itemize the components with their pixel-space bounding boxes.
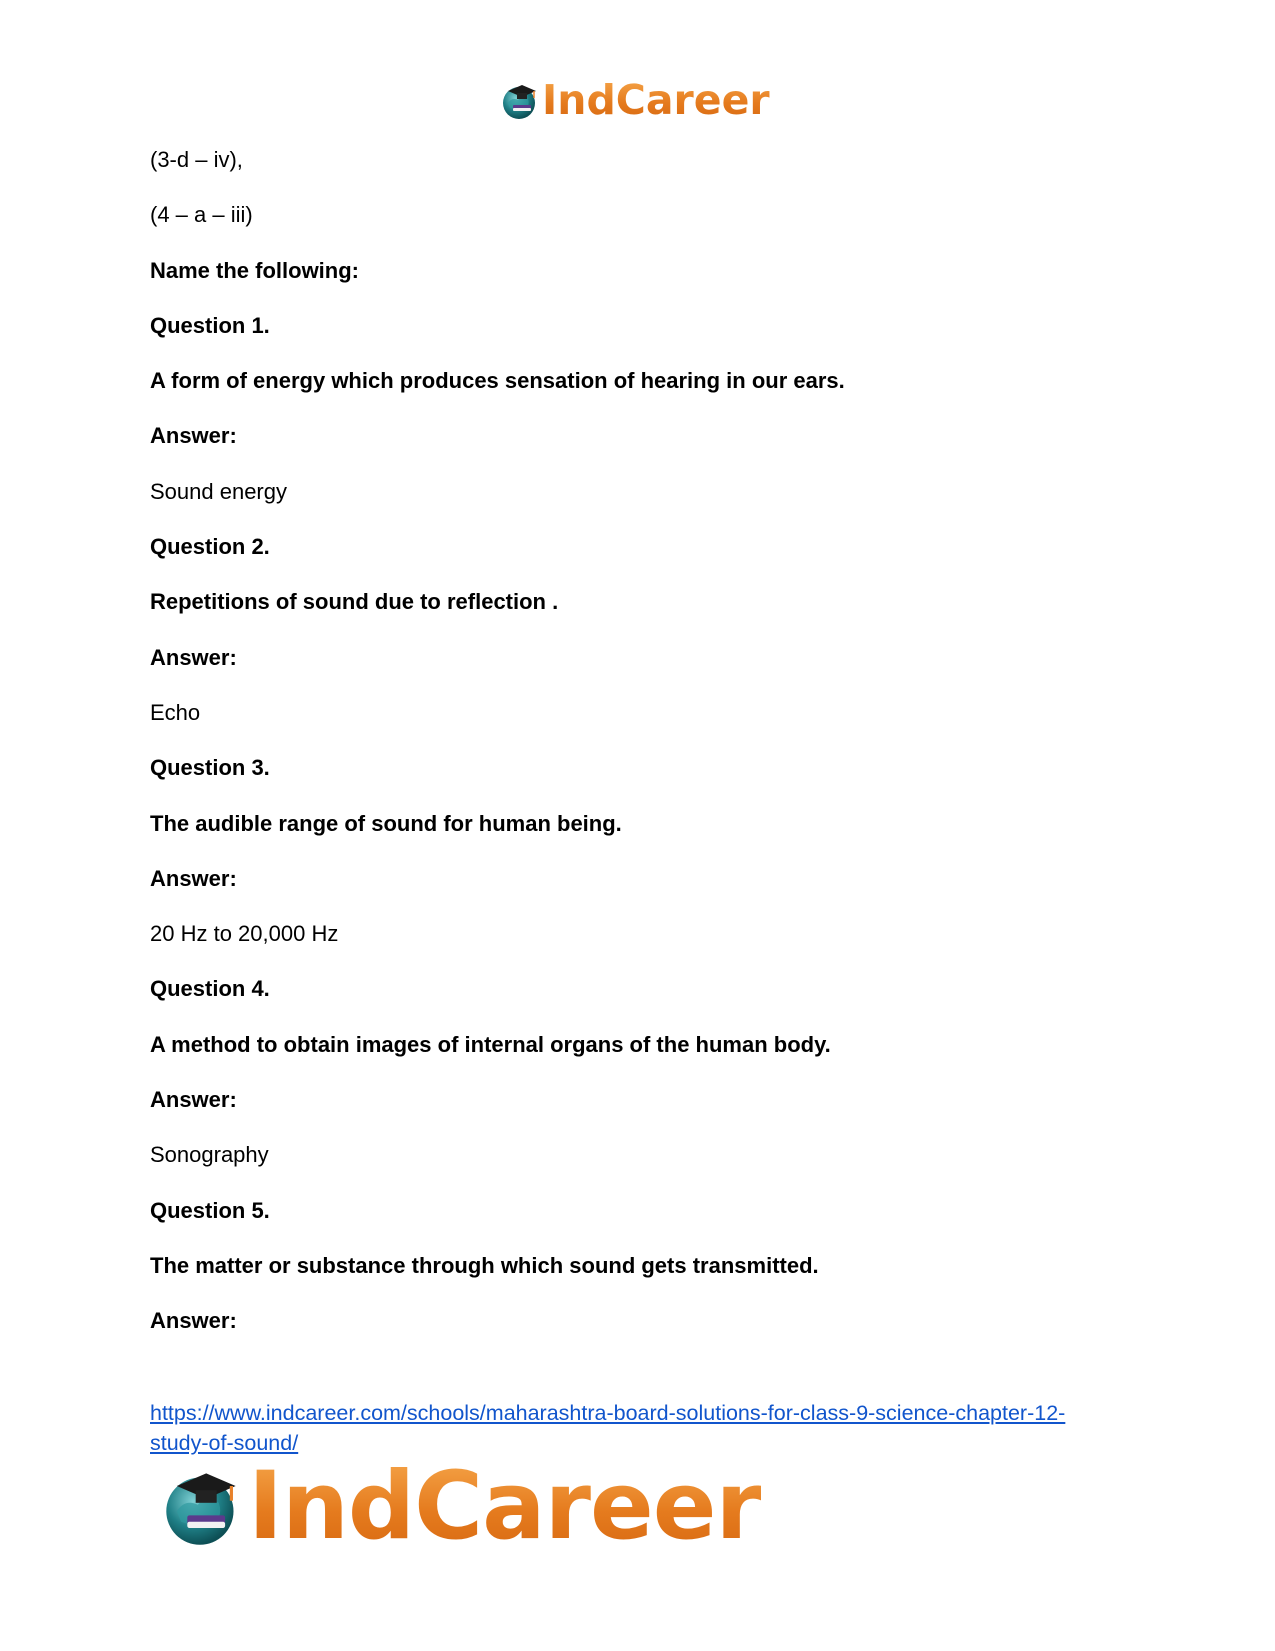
question-text: A method to obtain images of internal organs of the human body. [150,1031,831,1057]
section-heading: Name the following: [150,257,359,283]
answer-label: Answer: [150,644,237,670]
question-text: Repetitions of sound due to reflection . [150,589,559,615]
question-label: Question 4. [150,976,270,1002]
question-text: A form of energy which produces sensation of hearing in our ears. [150,368,845,394]
answer-text: Echo [150,699,201,725]
footer-logo-text: IndCareer [248,1452,761,1561]
header-logo-text: IndCareer [542,76,770,124]
source-link-line-2: study-of-sound/ [150,1431,299,1455]
answer-label: Answer: [150,1308,237,1334]
header-logo [500,76,770,124]
question-text: The audible range of sound for human being. [150,810,622,836]
question-label: Question 5. [150,1197,270,1223]
question-label: Question 3. [150,755,270,781]
source-link[interactable] [150,1401,1065,1455]
match-line: (3-d – iv), [150,147,243,172]
match-line: (4 – a – iii) [150,202,253,228]
answer-text: Sonography [150,1142,269,1168]
answer-text: Sound energy [150,478,287,504]
globe-graduation-cap-icon [500,81,540,121]
question-label: Question 2. [150,534,270,560]
footer-logo [160,1452,761,1561]
question-label: Question 1. [150,312,270,338]
answer-label: Answer: [150,1087,237,1113]
question-text: The matter or substance through which sound gets transmitted. [150,1252,819,1278]
globe-graduation-cap-icon [160,1465,244,1549]
answer-label: Answer: [150,865,237,891]
source-link-block [150,1398,1150,1458]
source-link-line-1: https://www.indcareer.com/schools/maharashtra-board-solutions-for-class-9-science-chapter-12- [150,1401,1066,1425]
answer-text: 20 Hz to 20,000 Hz [150,921,339,947]
answer-label: Answer: [150,423,237,449]
document-body [150,147,1150,1364]
